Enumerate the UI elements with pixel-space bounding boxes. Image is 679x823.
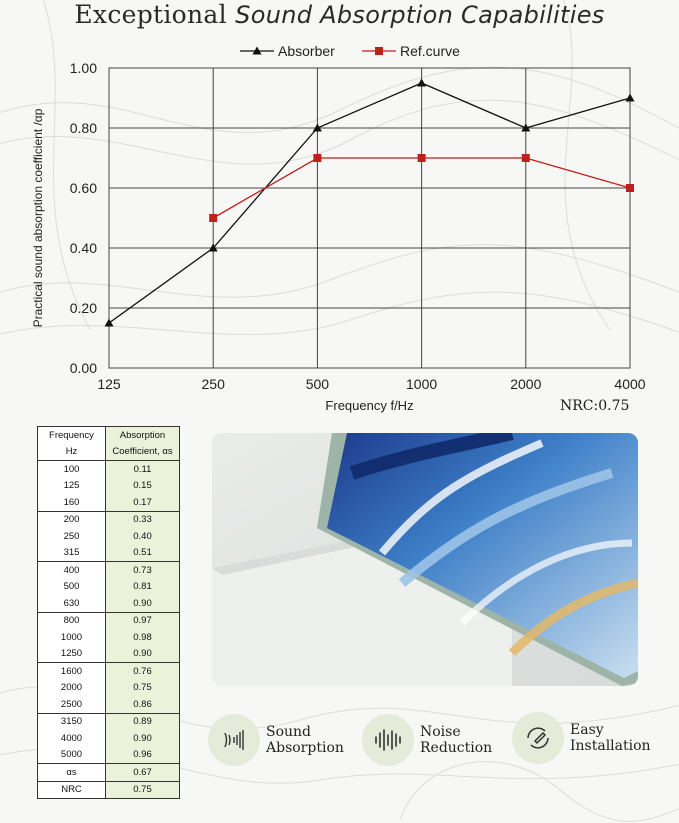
coefficient-cell: 0.15 bbox=[106, 478, 180, 495]
table-row bbox=[38, 713, 180, 730]
coefficient-cell: 0.98 bbox=[106, 629, 180, 646]
feature-noise-reduction bbox=[362, 714, 492, 766]
title-plain: Exceptional bbox=[74, 0, 227, 29]
table-row bbox=[38, 579, 180, 596]
table-row bbox=[38, 663, 180, 680]
plot-frame bbox=[109, 68, 630, 368]
coefficient-cell: 0.73 bbox=[106, 562, 180, 579]
data-point-square bbox=[522, 154, 530, 162]
absorption-line-chart bbox=[0, 34, 679, 420]
table-row bbox=[38, 562, 180, 579]
frequency-cell: 500 bbox=[38, 579, 106, 596]
series-line bbox=[109, 83, 630, 323]
coefficient-cell: 0.81 bbox=[106, 579, 180, 596]
y-tick-label: 0.40 bbox=[69, 240, 97, 256]
table-header-frequency-unit: Hz bbox=[38, 444, 106, 461]
noise-reduction-icon bbox=[362, 714, 414, 766]
frequency-cell: 400 bbox=[38, 562, 106, 579]
y-tick-label: 0.20 bbox=[69, 300, 97, 316]
x-tick-label: 1000 bbox=[406, 376, 438, 392]
table-row bbox=[38, 747, 180, 764]
coefficient-cell: 0.90 bbox=[106, 595, 180, 612]
feature-label: Easy Installation bbox=[570, 722, 651, 754]
table-row bbox=[38, 595, 180, 612]
frequency-cell: 160 bbox=[38, 494, 106, 511]
frequency-cell: 2000 bbox=[38, 680, 106, 697]
data-point-square bbox=[418, 154, 426, 162]
nrc-note: NRC:0.75 bbox=[560, 398, 630, 414]
frequency-cell: 250 bbox=[38, 528, 106, 545]
feature-label: Noise Reduction bbox=[420, 724, 493, 756]
coefficient-cell: 0.75 bbox=[106, 781, 180, 799]
absorption-table bbox=[37, 426, 180, 799]
x-tick-label: 2000 bbox=[510, 376, 542, 392]
y-tick-label: 1.00 bbox=[69, 60, 97, 76]
legend-label: Absorber bbox=[278, 43, 335, 59]
y-tick-label: 0.80 bbox=[69, 120, 97, 136]
legend-label: Ref.curve bbox=[400, 43, 460, 59]
coefficient-cell: 0.86 bbox=[106, 696, 180, 713]
data-point-square bbox=[626, 184, 634, 192]
y-axis-title: Practical sound absorption coefficient /αp bbox=[31, 108, 45, 328]
frequency-cell: 2500 bbox=[38, 696, 106, 713]
table-row bbox=[38, 764, 180, 782]
frequency-cell: αs bbox=[38, 764, 106, 782]
frequency-cell: 800 bbox=[38, 612, 106, 629]
coefficient-cell: 0.75 bbox=[106, 680, 180, 697]
x-tick-label: 125 bbox=[97, 376, 121, 392]
data-point-square bbox=[375, 47, 383, 55]
coefficient-cell: 0.67 bbox=[106, 764, 180, 782]
coefficient-cell: 0.90 bbox=[106, 730, 180, 747]
sound-absorption-icon bbox=[208, 714, 260, 766]
coefficient-cell: 0.17 bbox=[106, 494, 180, 511]
page-title bbox=[0, 0, 679, 30]
table-row bbox=[38, 461, 180, 478]
frequency-cell: 5000 bbox=[38, 747, 106, 764]
coefficient-cell: 0.40 bbox=[106, 528, 180, 545]
frequency-cell: 3150 bbox=[38, 713, 106, 730]
feature-easy-installation bbox=[512, 712, 651, 764]
data-point-triangle bbox=[417, 79, 426, 87]
frequency-cell: 315 bbox=[38, 545, 106, 562]
table-row bbox=[38, 545, 180, 562]
easy-installation-icon bbox=[512, 712, 564, 764]
table-row bbox=[38, 478, 180, 495]
table-row bbox=[38, 646, 180, 663]
feature-sound-absorption bbox=[208, 714, 344, 766]
coefficient-cell: 0.89 bbox=[106, 713, 180, 730]
frequency-cell: 200 bbox=[38, 511, 106, 528]
x-tick-label: 250 bbox=[201, 376, 225, 392]
y-tick-label: 0.60 bbox=[69, 180, 97, 196]
x-tick-label: 500 bbox=[305, 376, 330, 392]
frequency-cell: 630 bbox=[38, 595, 106, 612]
frequency-cell: 4000 bbox=[38, 730, 106, 747]
table-row bbox=[38, 612, 180, 629]
coefficient-cell: 0.96 bbox=[106, 747, 180, 764]
table-row bbox=[38, 781, 180, 799]
absorption-table-container bbox=[37, 426, 180, 799]
title-italic: Sound Absorption Capabilities bbox=[235, 1, 605, 29]
table-row bbox=[38, 528, 180, 545]
coefficient-cell: 0.33 bbox=[106, 511, 180, 528]
table-row bbox=[38, 680, 180, 697]
table-header-absorption: Absorption bbox=[106, 427, 180, 444]
table-row bbox=[38, 511, 180, 528]
x-axis-title: Frequency f/Hz bbox=[325, 398, 414, 413]
data-point-triangle bbox=[626, 94, 635, 102]
data-point-square bbox=[313, 154, 321, 162]
feature-label: Sound Absorption bbox=[266, 724, 344, 756]
coefficient-cell: 0.76 bbox=[106, 663, 180, 680]
coefficient-cell: 0.97 bbox=[106, 612, 180, 629]
table-row bbox=[38, 696, 180, 713]
frequency-cell: 1600 bbox=[38, 663, 106, 680]
frequency-cell: 1250 bbox=[38, 646, 106, 663]
table-row bbox=[38, 629, 180, 646]
data-point-square bbox=[209, 214, 217, 222]
coefficient-cell: 0.90 bbox=[106, 646, 180, 663]
y-tick-label: 0.00 bbox=[69, 360, 97, 376]
product-photo-panel bbox=[212, 433, 638, 686]
table-header-coefficient: Coefficient, αs bbox=[106, 444, 180, 461]
frequency-cell: 125 bbox=[38, 478, 106, 495]
coefficient-cell: 0.11 bbox=[106, 461, 180, 478]
table-row bbox=[38, 730, 180, 747]
x-tick-label: 4000 bbox=[614, 376, 646, 392]
frequency-cell: NRC bbox=[38, 781, 106, 799]
frequency-cell: 1000 bbox=[38, 629, 106, 646]
frequency-cell: 100 bbox=[38, 461, 106, 478]
table-header-frequency: Frequency bbox=[38, 427, 106, 444]
data-point-triangle bbox=[105, 319, 114, 327]
coefficient-cell: 0.51 bbox=[106, 545, 180, 562]
table-row bbox=[38, 494, 180, 511]
